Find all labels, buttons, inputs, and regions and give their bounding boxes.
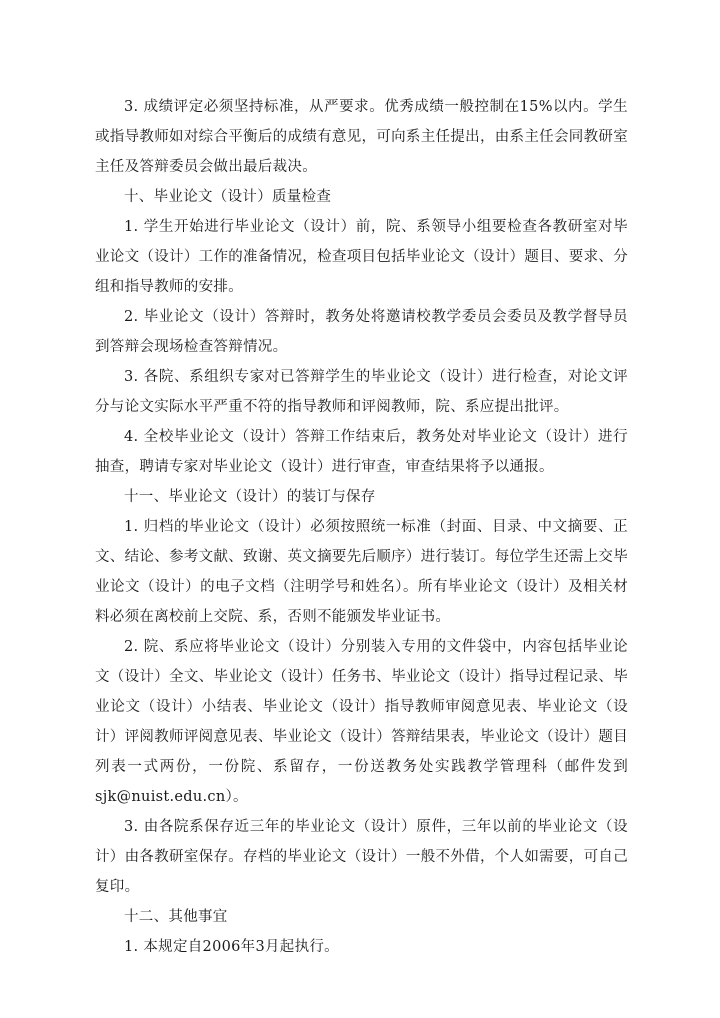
paragraph-quality-check-3: 3. 各院、系组织专家对已答辩学生的毕业论文（设计）进行检查，对论文评分与论文实际水平严重不符的指导教师和评阅教师，院、系应提出批评。: [95, 369, 628, 415]
section-heading-other-matters: 十二、其他事宜: [124, 909, 228, 925]
paragraph-quality-check-4: 4. 全校毕业论文（设计）答辩工作结束后，教务处对毕业论文（设计）进行抽查，聘请专家对毕业论文（设计）进行审查，审查结果将予以通报。: [95, 429, 628, 475]
paragraph-binding-storage-1: 1. 归档的毕业论文（设计）必须按照统一标准（封面、目录、中文摘要、正文、结论、参考文献、致谢、英文摘要先后顺序）进行装订。每位学生还需上交毕业论文（设计）的电子文档（注明学号和姓名）。所有毕业论文（设计）及相关材料必须在离校前上交院、系，否则不能颁发毕业证书。: [95, 519, 628, 625]
section-heading-quality-check: 十、毕业论文（设计）质量检查: [124, 189, 332, 205]
paragraph-quality-check-1: 1. 学生开始进行毕业论文（设计）前，院、系领导小组要检查各教研室对毕业论文（设计）工作的准备情况，检查项目包括毕业论文（设计）题目、要求、分组和指导教师的安排。: [95, 219, 628, 295]
paragraph-quality-check-2: 2. 毕业论文（设计）答辩时，教务处将邀请校教学委员会委员及教学督导员到答辩会现场检查答辩情况。: [95, 309, 628, 355]
paragraph-other-matters-1: 1. 本规定自2006年3月起执行。: [124, 939, 339, 955]
paragraph-binding-storage-3: 3. 由各院系保存近三年的毕业论文（设计）原件，三年以前的毕业论文（设计）由各教研室保存。存档的毕业论文（设计）一般不外借，个人如需要，可自己复印。: [95, 819, 628, 895]
section-heading-binding-storage: 十一、毕业论文（设计）的装订与保存: [124, 489, 376, 505]
document-body: [95, 92, 628, 962]
paragraph-grade-standard: 3. 成绩评定必须坚持标准，从严要求。优秀成绩一般控制在15%以内。学生或指导教师如对综合平衡后的成绩有意见，可向系主任提出，由系主任会同教研室主任及答辩委员会做出最后裁决。: [95, 99, 628, 175]
paragraph-binding-storage-2: 2. 院、系应将毕业论文（设计）分别装入专用的文件袋中，内容包括毕业论文（设计）全文、毕业论文（设计）任务书、毕业论文（设计）指导过程记录、毕业论文（设计）小结表、毕业论文（设计）指导教师审阅意见表、毕业论文（设计）评阅教师评阅意见表、毕业论文（设计）答辩结果表，毕业论文（设计）题目列表一式两份，一份院、系留存，一份送教务处实践教学管理科（邮件发到sjk@nuist.edu.cn）。: [95, 639, 628, 805]
